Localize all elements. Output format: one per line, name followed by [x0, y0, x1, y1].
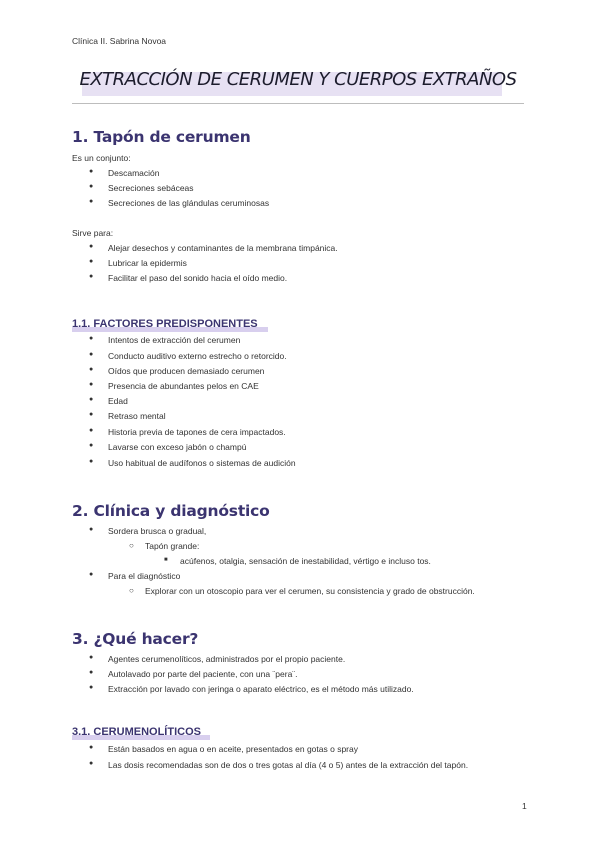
list-item: ● Conducto auditivo externo estrecho o retorcido. — [89, 351, 287, 361]
square-bullet-icon: ■ — [164, 557, 168, 563]
bullet-icon: ● — [89, 198, 94, 205]
list-item: ● Están basados en agua o en aceite, presentados en gotas o spray — [89, 744, 358, 754]
bullet-icon: ● — [89, 396, 94, 403]
list-item: ● Las dosis recomendadas son de dos o tres gotas al día (4 o 5) antes de la extracción del tapón. — [89, 760, 469, 770]
list-item: ● Oídos que producen demasiado cerumen — [89, 366, 265, 376]
bullet-icon: ● — [89, 243, 94, 250]
bullet-icon: ● — [89, 669, 94, 676]
list-item: ● Historia previa de tapones de cera impactados. — [89, 427, 286, 437]
bullet-icon: ● — [89, 526, 94, 533]
list-item: ● Secreciones sebáceas — [89, 183, 194, 193]
sub-sub-list-item: ■ acúfenos, otalgia, sensación de inestabilidad, vértigo e incluso tos. — [164, 556, 431, 566]
bullet-icon: ● — [89, 427, 94, 434]
bullet-icon: ● — [89, 744, 94, 751]
circle-bullet-icon: ○ — [129, 541, 134, 550]
list-item: ● Autolavado por parte del paciente, con una ¨pera¨. — [89, 669, 298, 679]
section-heading-1-1: 1.1. FACTORES PREDISPONENTES — [72, 318, 258, 330]
list-item: ● Intentos de extracción del cerumen — [89, 335, 241, 345]
list-item: ● Edad — [89, 396, 128, 406]
list-item: ● Para el diagnóstico — [89, 571, 181, 581]
list-item: ● Secreciones de las glándulas ceruminosas — [89, 198, 270, 208]
bullet-icon: ● — [89, 571, 94, 578]
section-heading-3: 3. ¿Qué hacer? — [72, 630, 199, 648]
bullet-icon: ● — [89, 458, 94, 465]
list-item: ● Alejar desechos y contaminantes de la membrana timpánica. — [89, 243, 338, 253]
bullet-icon: ● — [89, 258, 94, 265]
section-heading-3-1: 3.1. CERUMENOLÍTICOS — [72, 726, 201, 738]
list-item: ● Retraso mental — [89, 411, 166, 421]
list-item: ● Sordera brusca o gradual, — [89, 526, 207, 536]
section-heading-1: 1. Tapón de cerumen — [72, 128, 251, 146]
list-item: ● Extracción por lavado con jeringa o aparato eléctrico, es el método más utilizado. — [89, 684, 414, 694]
bullet-icon: ● — [89, 411, 94, 418]
sub-list-item: ○ Explorar con un otoscopio para ver el cerumen, su consistencia y grado de obstrucción. — [129, 586, 475, 596]
bullet-icon: ● — [89, 183, 94, 190]
bullet-icon: ● — [89, 335, 94, 342]
bullet-icon: ● — [89, 351, 94, 358]
circle-bullet-icon: ○ — [129, 586, 134, 595]
bullet-icon: ● — [89, 654, 94, 661]
section1-sirve: Sirve para: — [72, 228, 114, 238]
document-title: EXTRACCIÓN DE CERUMEN Y CUERPOS EXTRAÑOS — [79, 69, 517, 90]
list-item: ● Lavarse con exceso jabón o champú — [89, 442, 247, 452]
title-block — [72, 66, 524, 104]
list-item: ● Agentes cerumenolíticos, administrados por el propio paciente. — [89, 654, 346, 664]
list-item: ● Uso habitual de audífonos o sistemas de audición — [89, 458, 296, 468]
bullet-icon: ● — [89, 381, 94, 388]
list-item: ● Presencia de abundantes pelos en CAE — [89, 381, 259, 391]
bullet-icon: ● — [89, 273, 94, 280]
bullet-icon: ● — [89, 168, 94, 175]
list-item: ● Lubricar la epidermis — [89, 258, 187, 268]
bullet-icon: ● — [89, 442, 94, 449]
list-item: ● Descamación — [89, 168, 160, 178]
sub-list-item: ○ Tapón grande: — [129, 541, 200, 551]
list-item: ● Facilitar el paso del sonido hacia el oído medio. — [89, 273, 288, 283]
page-header: Clínica II. Sabrina Novoa — [72, 36, 167, 46]
section-heading-2: 2. Clínica y diagnóstico — [72, 502, 270, 520]
bullet-icon: ● — [89, 760, 94, 767]
bullet-icon: ● — [89, 684, 94, 691]
page-number: 1 — [522, 801, 527, 811]
bullet-icon: ● — [89, 366, 94, 373]
section1-intro: Es un conjunto: — [72, 153, 131, 163]
